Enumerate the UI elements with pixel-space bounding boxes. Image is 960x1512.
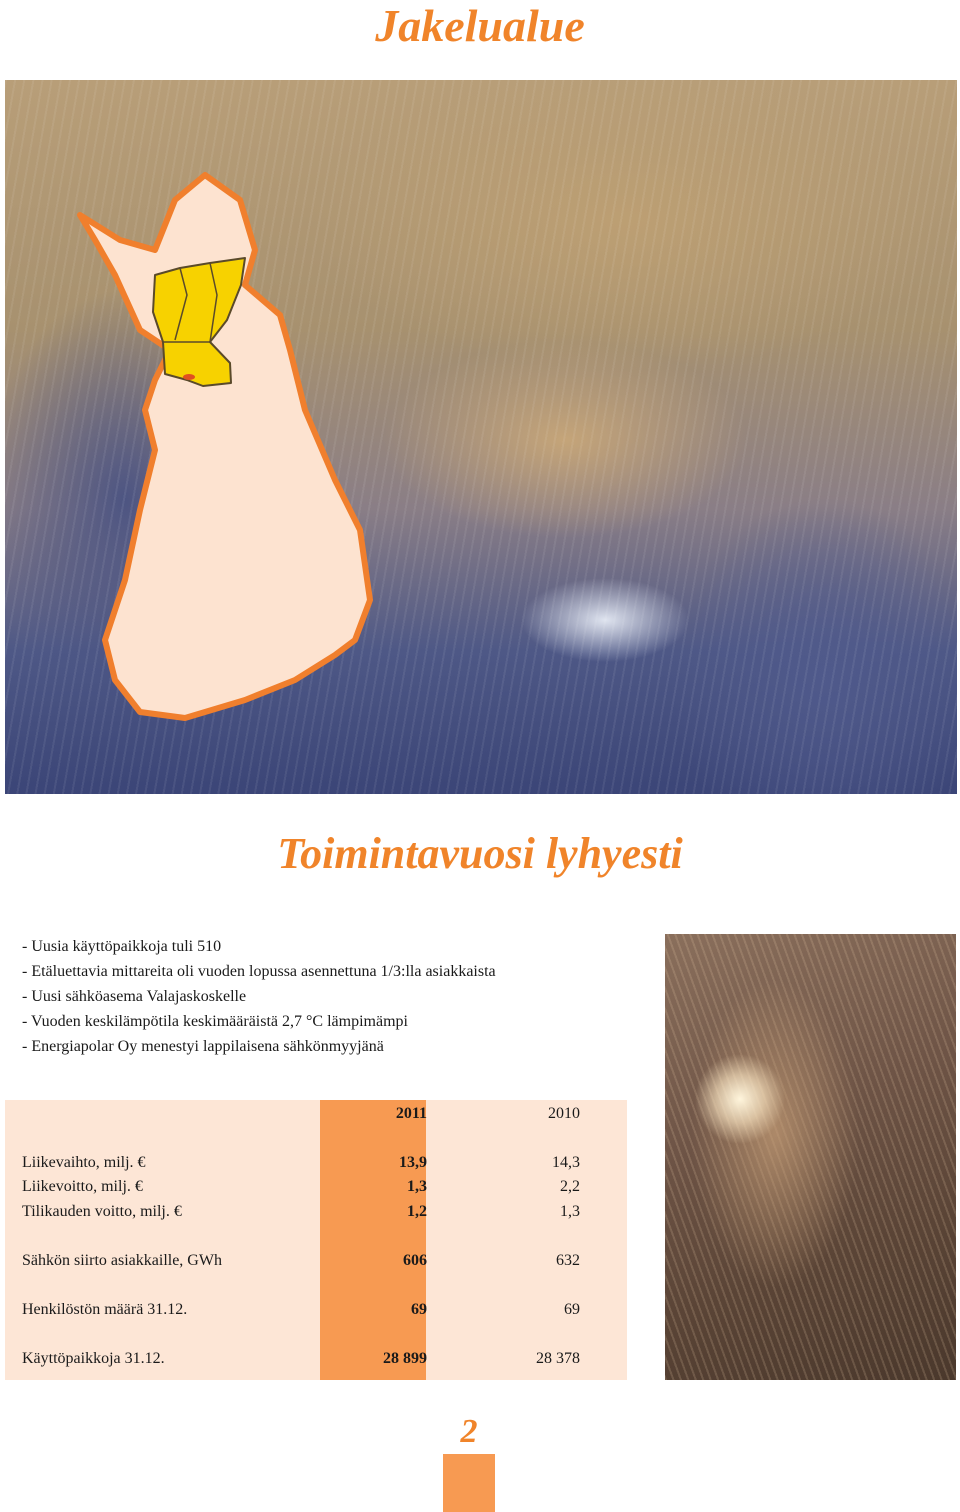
row-label: Tilikauden voitto, milj. € bbox=[22, 1203, 182, 1220]
highlights-list bbox=[22, 934, 662, 1059]
list-item: - Uusi sähköasema Valajaskoskelle bbox=[22, 988, 247, 1005]
value-current: 606 bbox=[403, 1252, 427, 1269]
table-row bbox=[22, 1299, 602, 1321]
table-row bbox=[22, 1152, 602, 1174]
town-marker bbox=[183, 374, 195, 380]
finland-map bbox=[5, 80, 957, 794]
row-label: Henkilöstön määrä 31.12. bbox=[22, 1301, 188, 1318]
value-current: 1,3 bbox=[407, 1178, 427, 1195]
value-current: 1,2 bbox=[407, 1203, 427, 1220]
table-row bbox=[22, 1201, 602, 1223]
page-number-tab bbox=[443, 1454, 495, 1512]
section-title: Toimintavuosi lyhyesti bbox=[277, 829, 683, 878]
key-figures-table bbox=[5, 1100, 627, 1380]
list-item: - Uusia käyttöpaikkoja tuli 510 bbox=[22, 938, 222, 955]
winter-forest-photo bbox=[5, 80, 957, 794]
value-previous: 2,2 bbox=[560, 1178, 580, 1195]
table-header-row bbox=[22, 1103, 602, 1125]
table-row bbox=[22, 1348, 602, 1370]
row-label: Liikevaihto, milj. € bbox=[22, 1154, 146, 1171]
list-item: - Etäluettavia mittareita oli vuoden lopussa asennettuna 1/3:lla asiakkaista bbox=[22, 963, 496, 980]
table-row bbox=[22, 1250, 602, 1272]
table-row bbox=[22, 1176, 602, 1198]
column-header-current: 2011 bbox=[395, 1105, 427, 1122]
value-previous: 28 378 bbox=[536, 1350, 580, 1367]
value-previous: 14,3 bbox=[552, 1154, 580, 1171]
value-current: 69 bbox=[411, 1301, 427, 1318]
row-label: Sähkön siirto asiakkaille, GWh bbox=[22, 1252, 222, 1269]
value-current: 13,9 bbox=[399, 1154, 427, 1171]
row-label: Käyttöpaikkoja 31.12. bbox=[22, 1350, 165, 1367]
page-number: 2 bbox=[460, 1413, 478, 1450]
value-current: 28 899 bbox=[383, 1350, 427, 1367]
column-header-previous: 2010 bbox=[548, 1105, 580, 1122]
value-previous: 1,3 bbox=[560, 1203, 580, 1220]
page-heading: Jakelualue bbox=[375, 0, 585, 51]
value-previous: 632 bbox=[556, 1252, 580, 1269]
frost-window-photo bbox=[665, 934, 956, 1380]
list-item: - Energiapolar Oy menestyi lappilaisena sähkönmyyjänä bbox=[22, 1038, 384, 1055]
list-item: - Vuoden keskilämpötila keskimääräistä 2,7 °C lämpimämpi bbox=[22, 1013, 408, 1030]
value-previous: 69 bbox=[564, 1301, 580, 1318]
current-year-column bbox=[320, 1100, 426, 1380]
finland-outline bbox=[80, 175, 370, 718]
row-label: Liikevoitto, milj. € bbox=[22, 1178, 143, 1195]
